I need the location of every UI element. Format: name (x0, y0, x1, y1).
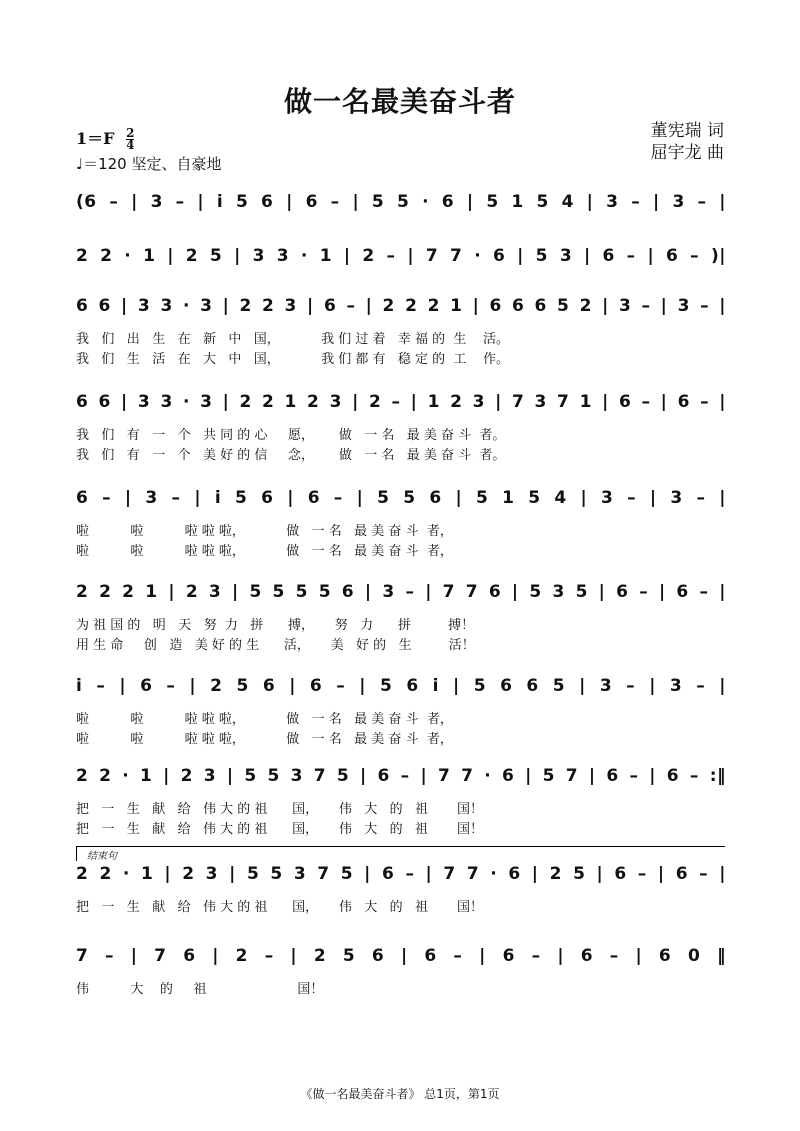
key-label: 1＝F (76, 129, 115, 148)
lyric-line: 用 生 命 创 造 美 好 的 生 活， 美 好 的 生 活！ (76, 638, 475, 653)
lyric-line: 为 祖 国 的 明 天 努 力 拼 搏， 努 力 拼 搏！ (76, 618, 475, 633)
notation-line: i – | 6 – | 2 5 6 | 6 – | 5 6 i | 5 6 6 5 | 3 – | 3 – | (76, 676, 726, 696)
key-signature (76, 126, 134, 151)
lyric-line: 我 们 出 生 在 新 中 国， 我 们 过 着 幸 福 的 生 活。 (76, 332, 509, 347)
lyric-line: 啦 啦 啦 啦 啦， 做 一 名 最 美 奋 斗 者， (76, 544, 453, 559)
notation-line: 7 – | 7 6 | 2 – | 2 5 6 | 6 – | 6 – | 6 – | 6 0 ‖ (76, 946, 726, 966)
lyric-line: 我 们 有 一 个 美 好 的 信 念， 做 一 名 最 美 奋 斗 者。 (76, 448, 506, 463)
notation-line: 6 6 | 3 3 · 3 | 2 2 3 | 6 – | 2 2 2 1 | 6 6 6 5 2 | 3 – | 3 – | (76, 296, 726, 316)
lyric-line: 把 一 生 献 给 伟 大 的 祖 国， 伟 大 的 祖 国！ (76, 900, 483, 915)
composer-credit: 屈宇龙 曲 (650, 143, 724, 163)
notation-line: 6 6 | 3 3 · 3 | 2 2 1 2 3 | 2 – | 1 2 3 | 7 3 7 1 | 6 – | 6 – | (76, 392, 726, 412)
lyric-line: 我 们 有 一 个 共 同 的 心 愿， 做 一 名 最 美 奋 斗 者。 (76, 428, 506, 443)
lyric-line: 把 一 生 献 给 伟 大 的 祖 国， 伟 大 的 祖 国！ (76, 822, 483, 837)
notation-line: (6 – | 3 – | i 5 6 | 6 – | 5 5 · 6 | 5 1 5 4 | 3 – | 3 – | (76, 192, 726, 212)
tempo-mark: ♩＝120 坚定、自豪地 (76, 155, 222, 173)
ending-label: 结束句 (87, 851, 117, 862)
notation-line: 2 2 · 1 | 2 5 | 3 3 · 1 | 2 – | 7 7 · 6 | 5 3 | 6 – | 6 – )| (76, 246, 726, 266)
notation-line: 2 2 · 1 | 2 3 | 5 5 3 7 5 | 6 – | 7 7 · 6 | 5 7 | 6 – | 6 – :‖ (76, 766, 726, 786)
lyric-line: 啦 啦 啦 啦 啦， 做 一 名 最 美 奋 斗 者， (76, 712, 453, 727)
time-signature (126, 128, 134, 151)
notation-line: 2 2 2 1 | 2 3 | 5 5 5 5 6 | 3 – | 7 7 6 | 5 3 5 | 6 – | 6 – | (76, 582, 726, 602)
lyric-line: 啦 啦 啦 啦 啦， 做 一 名 最 美 奋 斗 者， (76, 524, 453, 539)
lyric-line: 伟 大 的 祖 国！ (76, 982, 324, 997)
lyric-line: 啦 啦 啦 啦 啦， 做 一 名 最 美 奋 斗 者， (76, 732, 453, 747)
lyricist-credit: 董宪瑞 词 (650, 121, 724, 141)
score-title: 做一名最美奋斗者 (283, 85, 516, 118)
lyric-line: 我 们 生 活 在 大 中 国， 我 们 都 有 稳 定 的 工 作。 (76, 352, 509, 367)
notation-line: 2 2 · 1 | 2 3 | 5 5 3 7 5 | 6 – | 7 7 · 6 | 2 5 | 6 – | 6 – | (76, 864, 726, 884)
time-sig-bottom: 4 (126, 138, 135, 152)
page-footer: 《做一名最美奋斗者》 总1页，第1页 (300, 1087, 500, 1101)
notation-line: 6 – | 3 – | i 5 6 | 6 – | 5 5 6 | 5 1 5 4 | 3 – | 3 – | (76, 488, 726, 508)
time-sig-top: 2 (126, 126, 135, 140)
lyric-line: 把 一 生 献 给 伟 大 的 祖 国， 伟 大 的 祖 国！ (76, 802, 483, 817)
ending-bracket (76, 846, 725, 861)
